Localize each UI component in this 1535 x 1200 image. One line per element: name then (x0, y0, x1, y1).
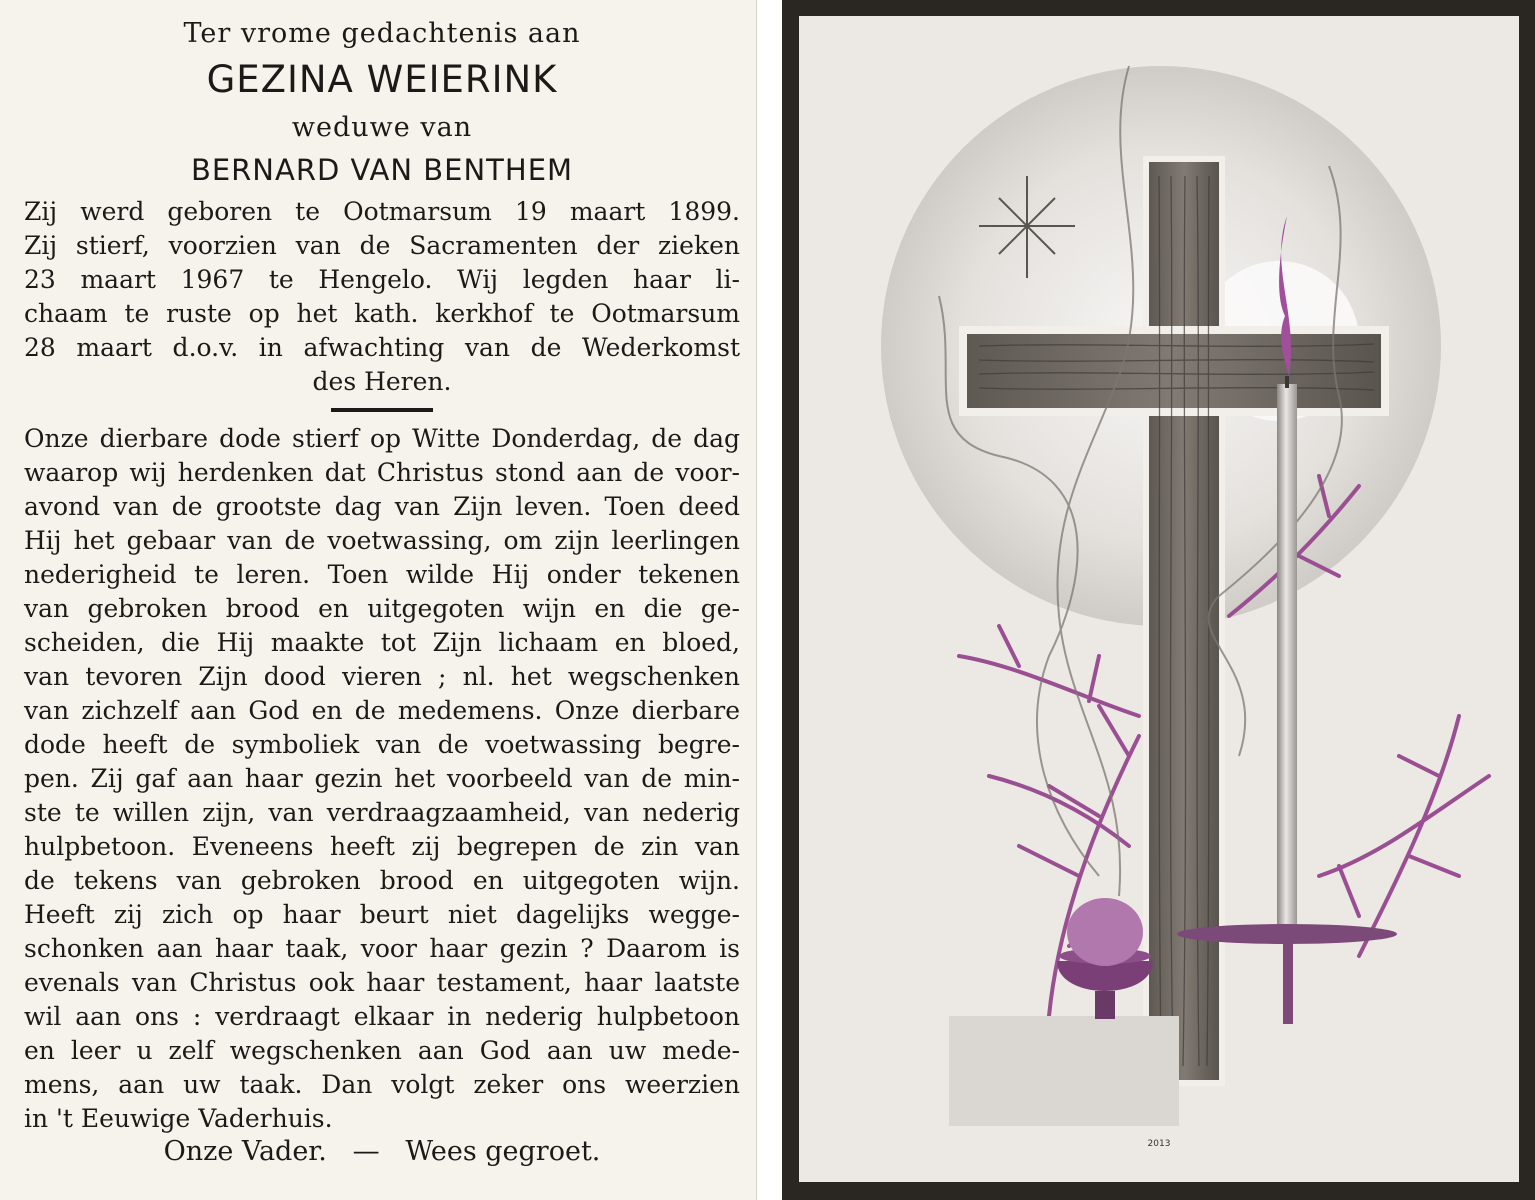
bio-line: des Heren. (312, 367, 452, 396)
body-line: de tekens van gebroken brood en uitgegoten wijn. (24, 866, 740, 895)
body-line: Onze dierbare dode stierf op Witte Donderdag, de dag (24, 424, 740, 453)
spouse-name: BERNARD VAN BENTHEM (190, 153, 574, 187)
body-line: avond van de grootste dag van Zijn leven. Toen deed (24, 492, 740, 521)
body-line: mens, aan uw taak. Dan volgt zeker ons weerzien (24, 1070, 740, 1099)
body-line: schonken aan haar taak, voor haar gezin ? Daarom is (24, 934, 740, 963)
body-line: in 't Eeuwige Vaderhuis. (24, 1104, 333, 1133)
body-line: wil aan ons : verdraagt elkaar in nederig hulpbetoon (24, 1002, 740, 1031)
body-line: scheiden, die Hij maakte tot Zijn lichaam en bloed, (24, 628, 740, 657)
bio-line: Zij stierf, voorzien van de Sacramenten der zieken (24, 231, 740, 260)
body-line: en leer u zelf wegschenken aan God aan uw mede- (24, 1036, 740, 1065)
artist-mark: 2013 (1147, 1139, 1171, 1149)
memorial-text-card (0, 0, 757, 1200)
body-line: waarop wij herdenken dat Christus stond aan de voor- (24, 458, 740, 487)
bio-line: 28 maart d.o.v. in afwachting van de Wederkomst (24, 333, 740, 362)
body-line: dode heeft de symboliek van de voetwassing begre- (24, 730, 740, 759)
body-line: hulpbetoon. Eveneens heeft zij begrepen de zin van (24, 832, 740, 861)
body-line: evenals van Christus ook haar testament, haar laatste (24, 968, 740, 997)
bio-line: chaam te ruste op het kath. kerkhof te Ootmarsum (24, 299, 740, 328)
body-line: van gebroken brood en uitgegoten wijn en die ge- (24, 594, 740, 623)
body-line: van zichzelf aan God en de medemens. Onze dierbare (24, 696, 740, 725)
divider-rule (331, 408, 433, 412)
artwork (799, 16, 1519, 1182)
body-line: Hij het gebaar van de voetwassing, om zijn leerlingen (24, 526, 740, 555)
prayers-line: Onze Vader. — Wees gegroet. (163, 1136, 601, 1167)
bio-line: 23 maart 1967 te Hengelo. Wij legden haar li- (24, 265, 740, 294)
body-line: ste te willen zijn, van verdraagzaamheid, van nederig (24, 798, 740, 827)
intro-line: Ter vrome gedachtenis aan (183, 18, 581, 49)
bio-line: Zij werd geboren te Ootmarsum 19 maart 1899. (24, 197, 740, 226)
body-line: pen. Zij gaf aan haar gezin het voorbeeld van de min- (24, 764, 740, 793)
cross-illustration (799, 16, 1519, 1182)
body-line: Heeft zij zich op haar beurt niet dagelijks wegge- (24, 900, 740, 929)
devotional-image-card (782, 0, 1535, 1200)
body-line: nederigheid te leren. Toen wilde Hij onder tekenen (24, 560, 740, 589)
body-line: van tevoren Zijn dood vieren ; nl. het wegschenken (24, 662, 740, 691)
relation-line: weduwe van (291, 112, 473, 143)
deceased-name: GEZINA WEIERINK (206, 58, 558, 101)
